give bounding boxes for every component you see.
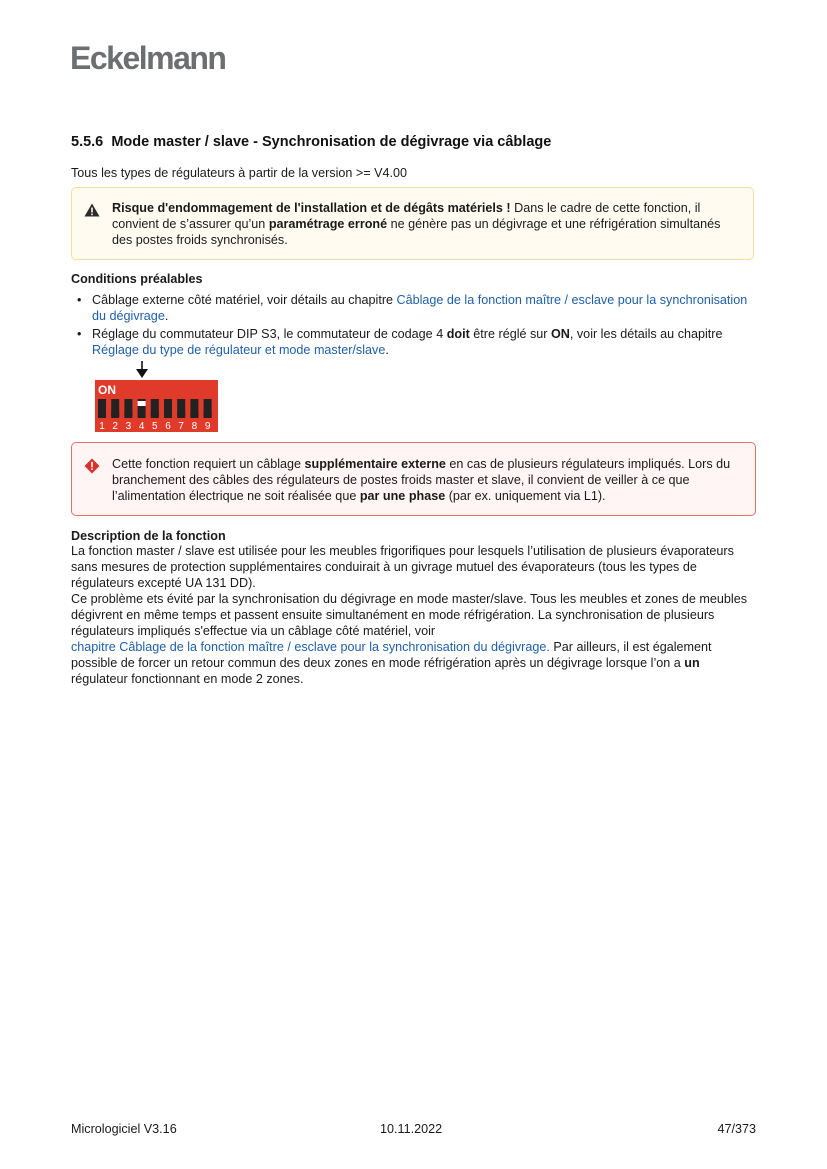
warning-box bbox=[71, 187, 754, 260]
para2-c: régulateur fonctionnant en mode 2 zones. bbox=[71, 672, 304, 686]
dip-on-label: ON bbox=[98, 383, 116, 397]
item1-end: . bbox=[164, 309, 169, 323]
dip-arrow-head bbox=[136, 369, 148, 378]
description-title: Description de la fonction bbox=[71, 529, 226, 543]
intro-text: Tous les types de régulateurs à partir de la version >= V4.00 bbox=[71, 166, 408, 180]
footer-firmware: Micrologiciel V3.16 bbox=[71, 1122, 177, 1136]
warning-text bbox=[112, 200, 741, 248]
dip-switch-illustration bbox=[95, 361, 219, 433]
item2-text-3: , voir les détails au chapitre bbox=[569, 327, 723, 341]
item1-text: Câblage externe côté matériel, voir détails au chapitre bbox=[92, 293, 397, 307]
dip-number-4: 4 bbox=[138, 421, 145, 432]
conditions-title: Conditions préalables bbox=[71, 272, 203, 286]
dip-number-6: 6 bbox=[165, 421, 171, 432]
danger-text-2: en cas de plusieurs régulateurs impliqués. Lors du branchement des câbles des régulateurs de postes froids master et slave, il convient de veiller à ce que l’alimentation électrique ne soit réalisée que bbox=[112, 457, 731, 503]
item2-end: . bbox=[385, 343, 389, 357]
dip-number-3: 3 bbox=[125, 421, 132, 432]
dip-number-1: 1 bbox=[99, 421, 105, 432]
danger-diamond-icon bbox=[84, 458, 100, 474]
warning-bold-lead: Risque d'endommagement de l'installation et de dégâts matériels ! bbox=[112, 201, 511, 215]
warning-text-2: ne génère pas un dégivrage et une réfrigération simultanés des postes froids synchronisés. bbox=[112, 217, 721, 247]
para2-bold: un bbox=[684, 656, 700, 670]
footer-page-number: 47/373 bbox=[717, 1122, 756, 1136]
dip-number-7: 7 bbox=[178, 421, 184, 432]
dip-number-5: 5 bbox=[152, 421, 158, 432]
warning-text-1: Dans le cadre de cette fonction, il convient de s’assurer qu’un bbox=[112, 201, 701, 231]
section-title: Mode master / slave - Synchronisation de dégivrage via câblage bbox=[111, 134, 552, 150]
danger-bold-1: supplémentaire externe bbox=[304, 457, 446, 471]
dip-switch-knob-6 bbox=[164, 411, 172, 416]
para2-a: Ce problème ets évité par la synchronisation du dégivrage en mode master/slave. Tous les meubles et zones de meubles dégivrent en même temps et passent ensuite simultanément en mode réfrigération. La synchronisation de plusieurs régulateurs impliqués s'effectue via un câblage côté matériel, voir bbox=[71, 592, 748, 638]
link-controller-type[interactable]: Réglage du type de régulateur et mode master/slave bbox=[92, 343, 386, 357]
danger-text bbox=[112, 456, 743, 504]
dip-switch-knob-5 bbox=[151, 411, 159, 416]
eckelmann-logo: Eckelmann bbox=[70, 40, 226, 76]
list-item bbox=[71, 326, 755, 358]
dip-number-8: 8 bbox=[191, 421, 198, 432]
description-body bbox=[71, 543, 757, 687]
danger-text-3: (par ex. uniquement via L1). bbox=[445, 489, 606, 503]
dip-switch-knob-4 bbox=[138, 401, 146, 406]
dip-switch-knob-7 bbox=[177, 411, 185, 416]
danger-box bbox=[71, 442, 756, 516]
link-master-slave-wiring[interactable]: Câblage de la fonction maître / esclave pour la synchronisation du dégivrage bbox=[92, 293, 748, 323]
conditions-list bbox=[71, 292, 755, 360]
link-synchronisation-chapter[interactable]: chapitre Câblage de la fonction maître / esclave pour la synchronisation du dégivrage. bbox=[71, 640, 550, 654]
item2-bold-2: ON bbox=[551, 327, 570, 341]
item2-text-2: être réglé sur bbox=[469, 327, 551, 341]
warning-triangle-icon bbox=[84, 203, 100, 217]
dip-switch-knob-1 bbox=[98, 411, 106, 416]
danger-text-1: Cette fonction requiert un câblage bbox=[112, 457, 305, 471]
item2-bold-1: doit bbox=[446, 327, 470, 341]
dip-switch-knob-9 bbox=[204, 411, 212, 416]
warning-bold-mid: paramétrage erroné bbox=[268, 217, 388, 231]
description-para1: La fonction master / slave est utilisée pour les meubles frigorifiques pour lesquels l’utilisation de plusieurs évaporateurs sans mesures de protection supplémentaires conduirait à un givrage mutuel des évaporateurs (tous les types de régulateurs excepté UA 131 DD). bbox=[71, 544, 734, 590]
description-para2 bbox=[71, 591, 757, 687]
section-heading bbox=[71, 134, 551, 150]
para2-b: Par ailleurs, il est également possible de forcer un retour commun des deux zones en mode réfrigération après un dégivrage lorsque l’on a bbox=[71, 640, 712, 670]
list-item bbox=[71, 292, 755, 324]
footer-date: 10.11.2022 bbox=[380, 1122, 443, 1136]
dip-switch-knob-2 bbox=[111, 411, 119, 416]
danger-bold-2: par une phase bbox=[359, 489, 446, 503]
dip-switch-knob-3 bbox=[124, 411, 132, 416]
dip-number-9: 9 bbox=[204, 421, 211, 432]
section-number: 5.5.6 bbox=[71, 134, 104, 150]
item2-text-1: Réglage du commutateur DIP S3, le commutateur de codage 4 bbox=[92, 327, 447, 341]
dip-switch-knob-8 bbox=[190, 411, 198, 416]
dip-number-2: 2 bbox=[112, 421, 118, 432]
